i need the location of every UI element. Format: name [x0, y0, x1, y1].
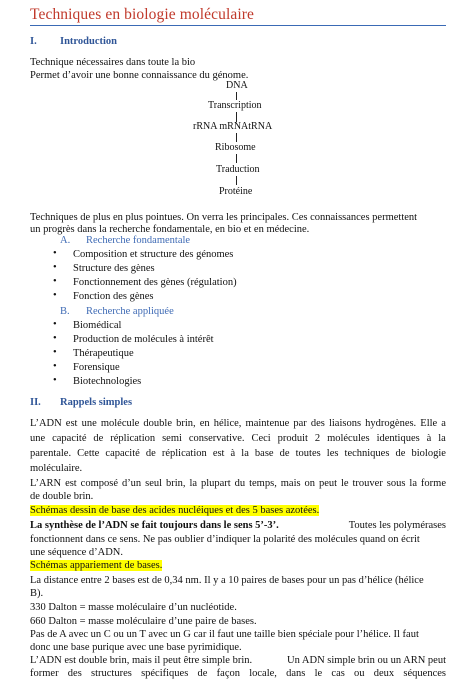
word: Cette	[77, 448, 100, 459]
justified-line	[30, 478, 446, 490]
word: des	[67, 668, 82, 679]
word: est	[212, 448, 225, 459]
list-item: • Structure des gènes	[73, 263, 155, 274]
diagram-arrow-line	[236, 133, 237, 142]
word: une	[30, 433, 46, 444]
sub-letter: A.	[60, 235, 71, 246]
word: la	[409, 478, 417, 489]
word: maintenue	[245, 418, 290, 429]
word: trouver	[352, 478, 383, 489]
title-underline	[30, 25, 446, 26]
paragraph-line: une séquence d’ADN.	[30, 547, 124, 558]
justified-line	[30, 448, 446, 460]
word: cas	[331, 668, 345, 679]
word: le	[341, 478, 349, 489]
paragraph-line: un progrès dans la recherche fondamentale, en bio et en médecine.	[30, 224, 310, 235]
justified-line	[30, 433, 446, 445]
paragraph-line: fonctionnent dans ce sens. Ne pas oublier d’indiquer la polarité des molécules quand on écrit	[30, 534, 420, 545]
arn-text-a: L’ADN est double brin, mais il peut être simple brin.	[30, 655, 253, 666]
word: de	[197, 668, 208, 679]
word: temps,	[249, 478, 277, 489]
section-heading-introduction	[30, 36, 117, 47]
highlight-text: Schémas appariement de bases.	[30, 560, 163, 571]
list-item: • Biotechnologies	[73, 376, 141, 387]
paragraph-line: Techniques de plus en plus pointues. On verra les principales. Ces connaissances permettent	[30, 212, 418, 223]
word: la	[438, 433, 446, 444]
paragraph-line: donc une base purique avec une base pyrimidique.	[30, 642, 242, 653]
word: séquences	[403, 668, 446, 679]
word: de	[279, 448, 290, 459]
section-title: Rappels simples	[60, 397, 133, 408]
word: parentale.	[30, 448, 72, 459]
intro-line: Permet d’avoir une bonne connaissance du génome.	[30, 70, 249, 81]
word: en	[199, 418, 210, 429]
list-item: • Thérapeutique	[73, 348, 134, 359]
word: réplication	[110, 433, 156, 444]
document-title: Techniques en biologie moléculaire	[30, 6, 254, 23]
word: on	[304, 478, 316, 489]
diagram-dna: DNA	[226, 80, 248, 91]
word: d’un	[121, 478, 142, 489]
word: des	[310, 418, 325, 429]
word: mais	[280, 478, 301, 489]
list-item: • Fonction des gènes	[73, 291, 154, 302]
word: composé	[80, 478, 118, 489]
word: façon	[216, 668, 240, 679]
word: plupart	[200, 478, 231, 489]
word: locale,	[249, 668, 277, 679]
justified-line	[30, 418, 446, 430]
word: par	[293, 418, 307, 429]
word: base	[254, 448, 274, 459]
word: la	[241, 448, 249, 459]
word: deux	[373, 668, 395, 679]
diagram-ribosome: Ribosome	[215, 142, 256, 153]
word: Elle	[420, 418, 438, 429]
word: hélice,	[213, 418, 242, 429]
word: brin,	[176, 418, 196, 429]
word: une	[81, 418, 97, 429]
synthesis-rest: Toutes les polymérases	[348, 520, 446, 531]
subheading-recherche-appliquee	[60, 306, 174, 317]
section-heading-rappels-simples	[30, 397, 132, 408]
word: double	[143, 418, 172, 429]
paragraph-line: La distance entre 2 bases est de 0,34 nm. Il y a 10 paires de bases pour un pas d’hélice (hélice	[30, 575, 424, 586]
diagram-arrow-line	[236, 176, 237, 185]
word: molécule	[100, 418, 140, 429]
diagram-transcription: Transcription	[208, 100, 262, 111]
list-item: • Biomédical	[73, 320, 121, 331]
word: techniques	[344, 448, 390, 459]
highlighted-note	[30, 505, 319, 517]
list-item: • Production de molécules à intérêt	[73, 334, 214, 345]
word: hydrogènes.	[365, 418, 417, 429]
word: est	[65, 418, 78, 429]
synthesis-line	[30, 520, 446, 532]
paragraph-line: de double brin.	[30, 491, 94, 502]
word: à	[230, 448, 236, 459]
word: la	[189, 478, 198, 489]
word: ou	[354, 668, 365, 679]
diagram-proteine: Protéine	[219, 186, 253, 197]
diagram-arrow-line	[236, 92, 237, 100]
arn-text-b: Un ADN simple brin ou un ARN peut	[287, 655, 446, 666]
word: capacité	[52, 433, 87, 444]
word: semi	[162, 433, 182, 444]
section-number: I.	[30, 36, 37, 47]
highlighted-note	[30, 560, 162, 572]
word: produit	[277, 433, 308, 444]
paragraph-line: moléculaire.	[30, 463, 83, 474]
paragraph-line: B).	[30, 588, 44, 599]
bold-statement: La synthèse de l’ADN se fait toujours dans le sens 5’-3’.	[30, 520, 279, 531]
word: toutes	[295, 448, 321, 459]
word: molécules	[327, 433, 370, 444]
diagram-arrow-line	[236, 154, 237, 163]
list-item: • Forensique	[73, 362, 120, 373]
paragraph-line: Pas de A avec un C ou un T avec un G car il faut une taille bien spéciale pour l’hélice. Il faut	[30, 629, 419, 640]
word: capacité	[105, 448, 140, 459]
word: est	[65, 478, 77, 489]
word: dans	[286, 668, 306, 679]
word: seul	[145, 478, 163, 489]
intro-line: Technique nécessaires dans toute la bio	[30, 57, 196, 68]
word: conservative.	[188, 433, 245, 444]
highlight-text: Schémas dessin de base des acides nucléiques et des 5 bases azotées.	[30, 505, 320, 516]
word: L’ARN	[30, 478, 62, 489]
word: sous	[386, 478, 406, 489]
word: du	[234, 478, 246, 489]
word: peut	[318, 478, 338, 489]
word: identiques	[376, 433, 420, 444]
word: forme	[420, 478, 446, 489]
word: de	[145, 448, 156, 459]
list-item: • Composition et structure des génomes	[73, 249, 233, 260]
list-item: • Fonctionnement des gènes (régulation)	[73, 277, 237, 288]
word: a	[441, 418, 446, 429]
word: biologie	[411, 448, 446, 459]
word: 2	[314, 433, 321, 444]
diagram-rna: rRNA mRNAtRNA	[193, 121, 273, 132]
word: brin,	[165, 478, 186, 489]
word: réplication	[161, 448, 207, 459]
word: structures	[91, 668, 132, 679]
sub-title: Recherche appliquée	[86, 306, 174, 317]
word: à	[426, 433, 432, 444]
sub-title: Recherche fondamentale	[86, 235, 191, 246]
sub-letter: B.	[60, 306, 70, 317]
section-number: II.	[30, 397, 41, 408]
word: spécifiques	[141, 668, 189, 679]
word: former	[30, 668, 59, 679]
section-title: Introduction	[60, 36, 117, 47]
paragraph-line: 330 Dalton = masse moléculaire d’un nucléotide.	[30, 602, 237, 613]
word: le	[314, 668, 323, 679]
diagram-traduction: Traduction	[216, 164, 260, 175]
word: de	[395, 448, 406, 459]
word: les	[326, 448, 339, 459]
subheading-recherche-fondamentale	[60, 235, 190, 246]
word: L’ADN	[30, 418, 62, 429]
word: de	[93, 433, 104, 444]
paragraph-line: 660 Dalton = masse moléculaire d’une paire de bases.	[30, 616, 257, 627]
word: Ceci	[251, 433, 271, 444]
arn-line	[30, 655, 446, 667]
word: liaisons	[328, 418, 362, 429]
